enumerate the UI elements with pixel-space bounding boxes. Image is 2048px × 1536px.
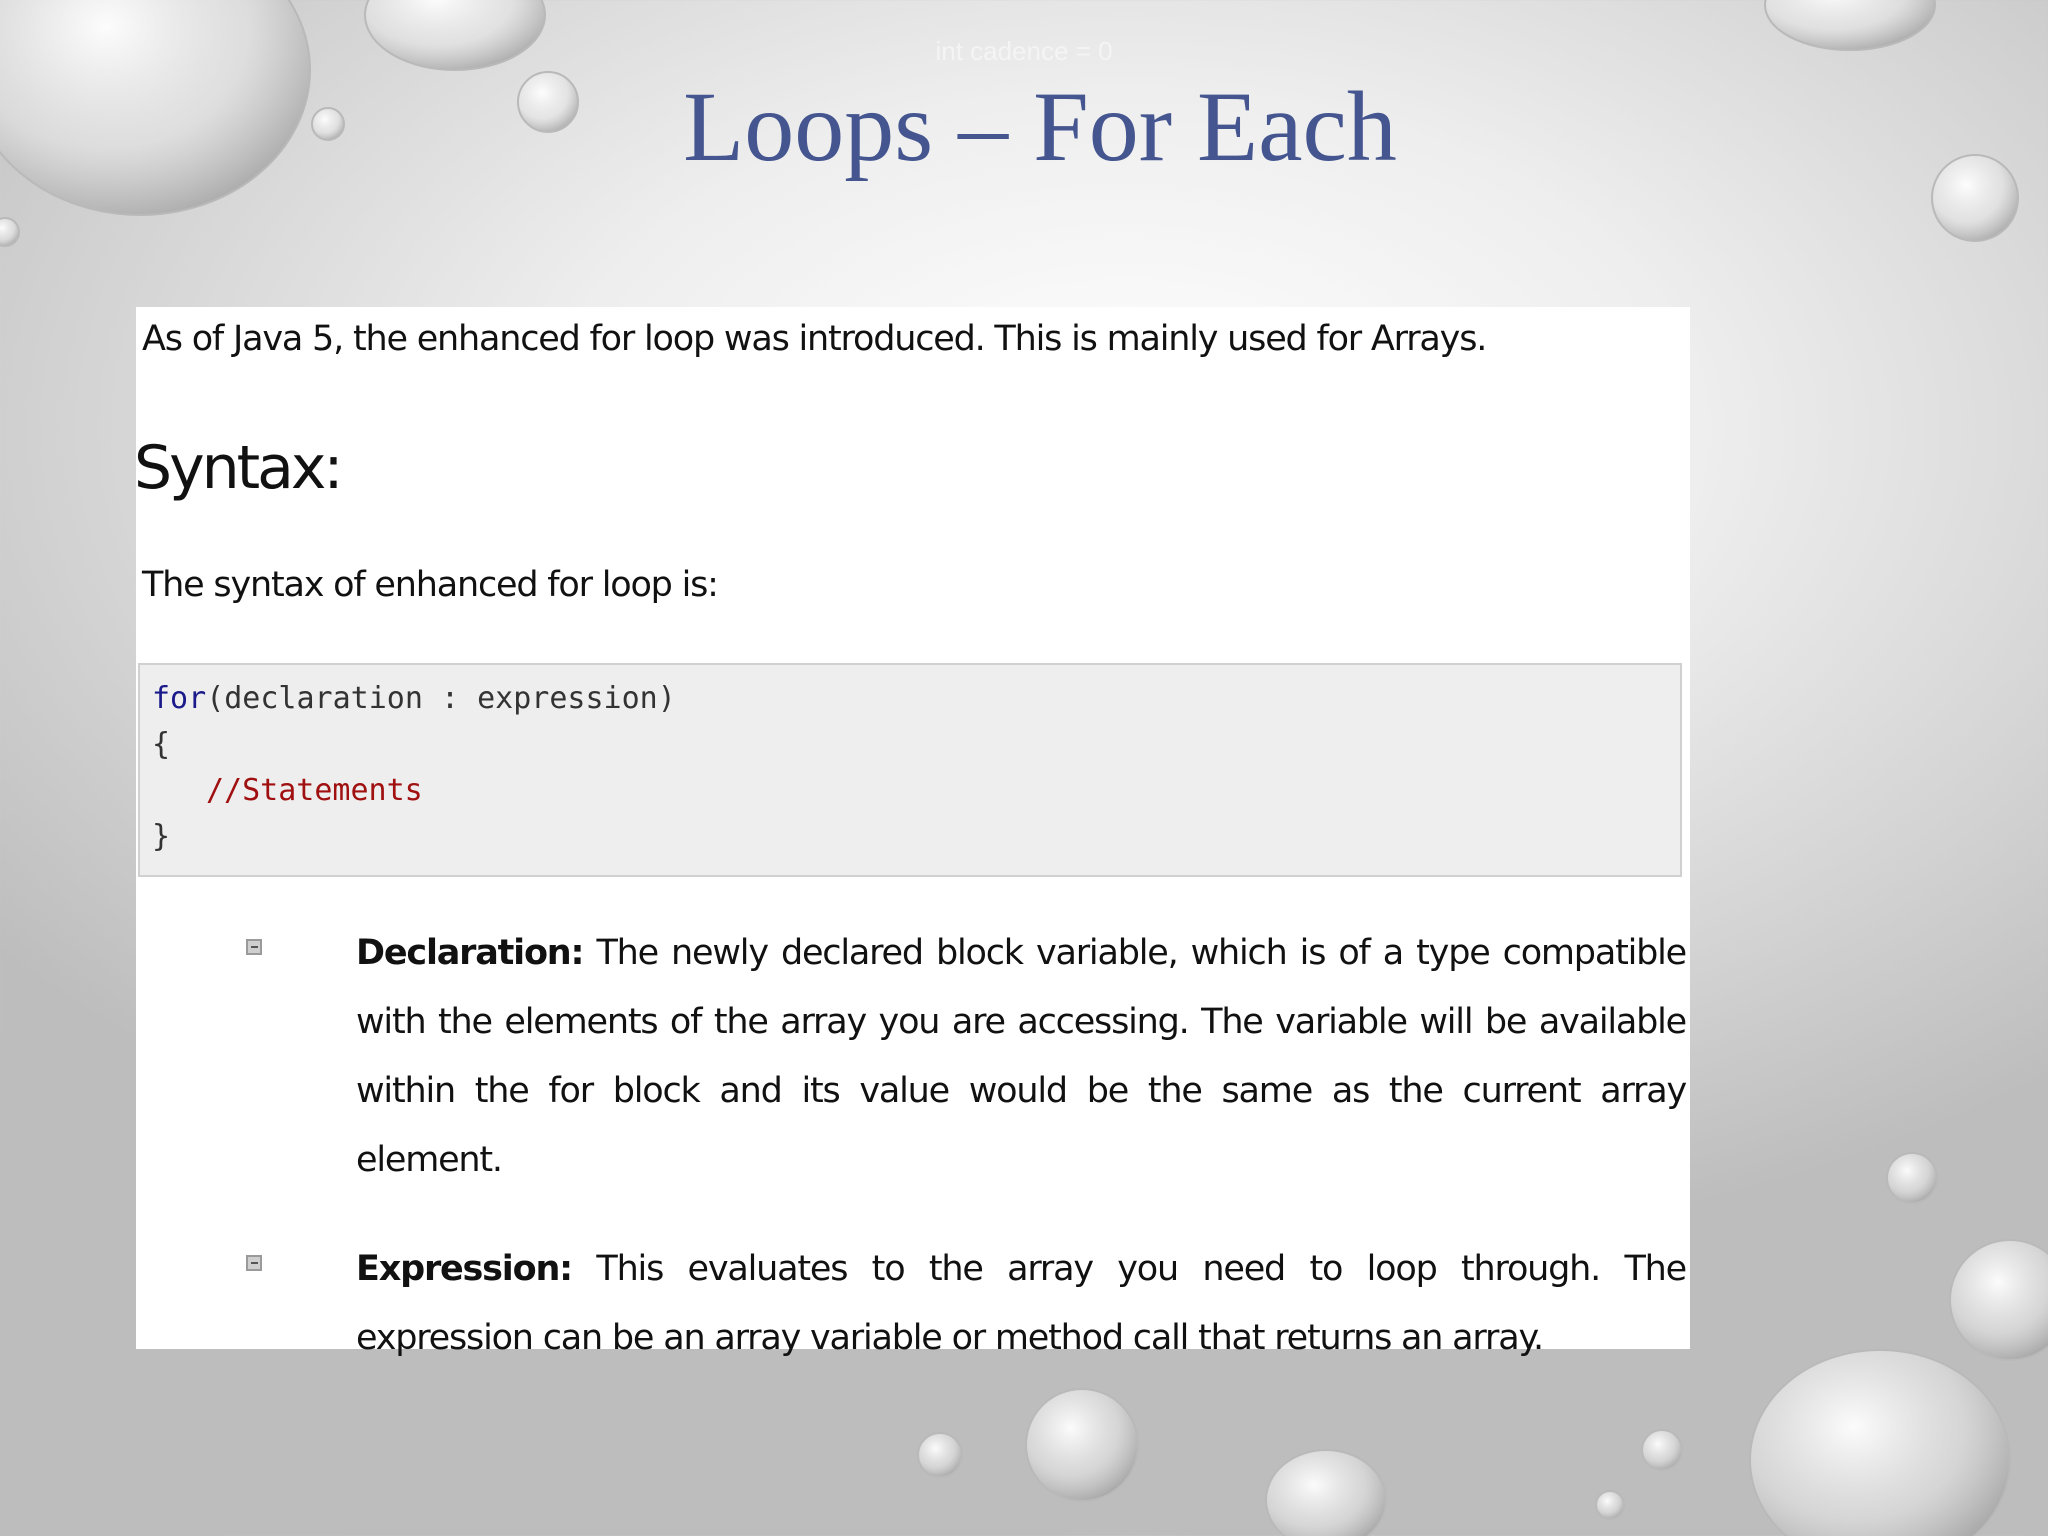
expression-description: This evaluates to the array you need to loop through. The expression can be an array variable or method call that returns an array.	[356, 1249, 1686, 1358]
code-block	[138, 663, 1682, 877]
syntax-heading: Syntax:	[134, 433, 341, 503]
definition-list	[246, 919, 1686, 1413]
list-item-text	[356, 919, 1686, 1195]
list-item	[246, 1235, 1686, 1373]
square-bullet-icon	[246, 939, 262, 955]
intro-text: As of Java 5, the enhanced for loop was introduced. This is mainly used for Arrays.	[142, 319, 1487, 359]
code-keyword: for	[152, 681, 207, 716]
slide-title: Loops – For Each	[683, 71, 1397, 182]
code-comment: //Statements	[206, 773, 423, 808]
code-line-2: {	[152, 727, 171, 762]
declaration-term: Declaration:	[356, 933, 584, 973]
list-item-text	[356, 1235, 1686, 1373]
code-line-4: }	[152, 819, 171, 854]
expression-term: Expression:	[356, 1249, 572, 1289]
content-panel	[134, 307, 1690, 1358]
code-line-1-rest: (declaration : expression)	[206, 681, 676, 716]
declaration-description: The newly declared block variable, which is of a type compatible with the elements of the array you are accessing. The variable will be available within the for block and its value would be the same as the current array element.	[356, 933, 1686, 1180]
square-bullet-icon	[246, 1255, 262, 1271]
syntax-intro-text: The syntax of enhanced for loop is:	[142, 565, 718, 605]
list-item	[246, 919, 1686, 1195]
code-line-1	[152, 681, 676, 716]
hidden-code-text: int cadence = 0	[935, 36, 1113, 66]
